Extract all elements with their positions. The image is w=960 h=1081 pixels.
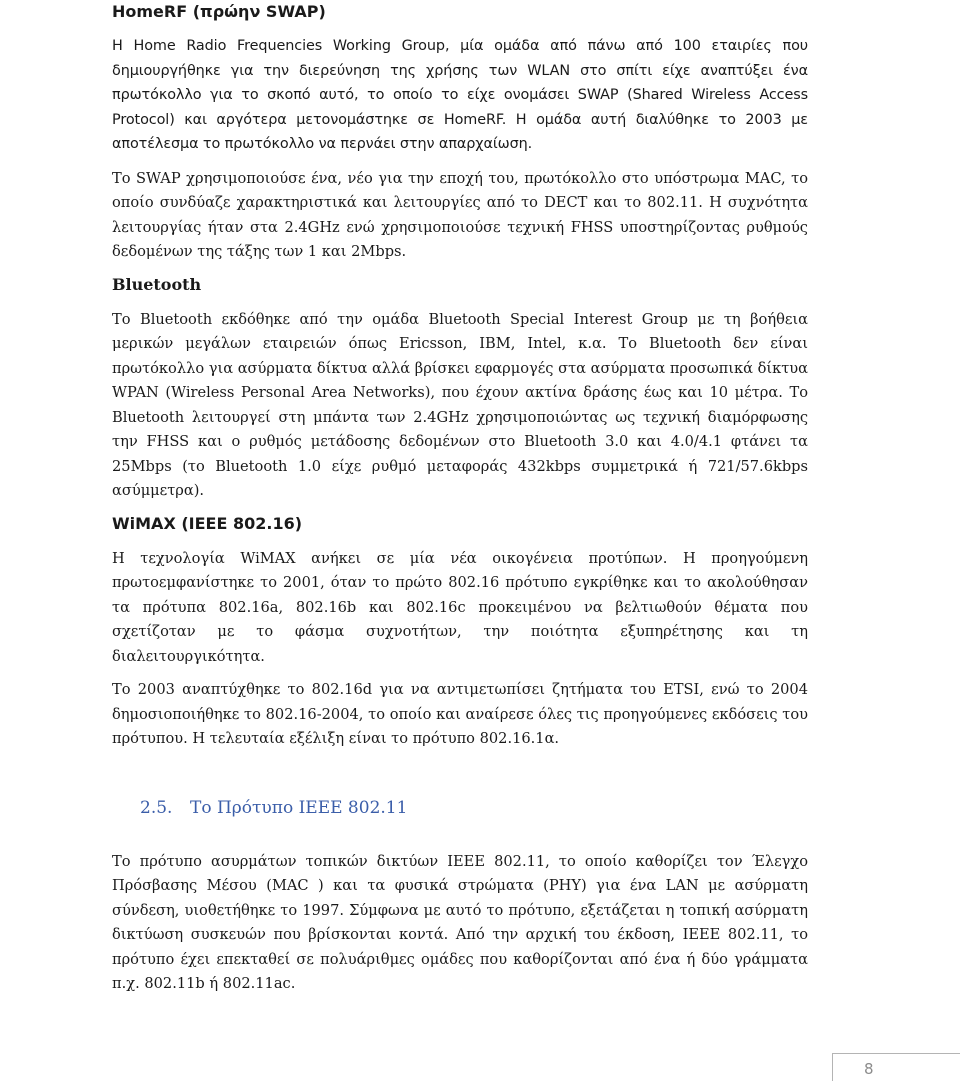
heading-bluetooth: Bluetooth xyxy=(112,274,202,294)
page-number: 8 xyxy=(864,1060,874,1078)
heading-homerf: HomeRF (πρώην SWAP) xyxy=(112,2,326,21)
paragraph-homerf-2: Το SWAP χρησιμοποιούσε ένα, νέο για την εποχή του, πρωτόκολλο στο υπόστρωμα MAC, το οποίο συνδύαζε χαρακτηριστικά και λειτουργίες από το DECT και το 802.11. Η συχνότητα λειτουργίας ήταν στα 2.4GHz ενώ χρησιμοποιούσε τεχνική FHSS υποστηρίζοντας ρυθμούς δεδομένων της τάξης των 1 και 2Mbps. xyxy=(112,169,808,260)
heading-wimax: WiMAX (IEEE 802.16) xyxy=(112,513,303,533)
paragraph-ieee80211-1: Το πρότυπο ασυρμάτων τοπικών δικτύων IEEE 802.11, το οποίο καθορίζει τον Έλεγχο Πρόσβασης Μέσου (MAC ) και τα φυσικά στρώματα (PHY) για ένα LAN με ασύρματη σύνδεση, υιοθετήθηκε το 1997. Σύμφωνα με αυτό το πρότυπο, εξετάζεται η τοπική ασύρματη δικτύωση συσκευών που βρίσκονται κοντά. Από την αρχική του έκδοση, IEEE 802.11, το πρότυπο έχει επεκταθεί σε πολυάριθμες ομάδες που καθορίζονται από ένα ή δύο γράμματα π.χ. 802.11b ή 802.11ac. xyxy=(112,852,808,992)
section-heading-2-5 xyxy=(112,796,808,820)
page-number-box xyxy=(832,1053,960,1081)
paragraph-bluetooth-1: Το Bluetooth εκδόθηκε από την ομάδα Bluetooth Special Interest Group με τη βοήθεια μερικών μεγάλων εταιρειών όπως Ericsson, IBM, Intel, κ.α. Το Bluetooth δεν είναι πρωτόκολλο για ασύρματα δίκτυα αλλά βρίσκει εφαρμογές στα ασύρματα προσωπικά δίκτυα WPAN (Wireless Personal Area Networks), που έχουν ακτίνα δράσης έως και 10 μέτρα. Το Bluetooth λειτουργεί στη μπάντα των 2.4GHz χρησιμοποιώντας ως τεχνική διαμόρφωσης την FHSS και ο ρυθμός μετάδοσης δεδομένων στο Bluetooth 3.0 και 4.0/4.1 φτάνει τα 25Mbps (το Bluetooth 1.0 είχε ρυθμό μεταφοράς 432kbps συμμετρικά ή 721/57.6kbps ασύμμετρα). xyxy=(112,310,808,499)
paragraph-wimax-2: Το 2003 αναπτύχθηκε το 802.16d για να αντιμετωπίσει ζητήματα του ETSI, ενώ το 2004 δημοσιοποιήθηκε το 802.16-2004, το οποίο και αναίρεσε όλες τις προηγούμενες εκδόσεις του πρότυπου. Η τελευταία εξέλιξη είναι το πρότυπο 802.16.1α. xyxy=(112,681,808,747)
section-number: 2.5. xyxy=(140,797,173,818)
document-page xyxy=(112,0,808,997)
section-title: Το Πρότυπο IEEE 802.11 xyxy=(190,797,408,818)
paragraph-wimax-1: Η τεχνολογία WiMAX ανήκει σε μία νέα οικογένεια προτύπων. Η προηγούμενη πρωτοεμφανίστηκε το 2001, όταν το πρώτο 802.16 πρότυπο εγκρίθηκε και το ακολούθησαν τα πρότυπα 802.16a, 802.16b και 802.16c προκειμένου να βελτιωθούν θέματα που σχετίζοταν με το φάσμα συχνοτήτων, την ποιότητα εξυπηρέτησης και τη διαλειτουργικότητα. xyxy=(112,549,808,665)
paragraph-homerf-1: H Home Radio Frequencies Working Group, μία ομάδα από πάνω από 100 εταιρίες που δημιουργήθηκε για την διερεύνηση της χρήσης των WLAN στο σπίτι είχε αναπτύξει ένα πρωτόκολλο για το σκοπό αυτό, το οποίο το είχε ονομάσει SWAP (Shared Wireless Access Protocol) και αργότερα μετονομάστηκε σε HomeRF. Η ομάδα αυτή διαλύθηκε το 2003 με αποτέλεσμα το πρωτόκολλο να περνάει στην απαρχαίωση. xyxy=(112,38,808,152)
